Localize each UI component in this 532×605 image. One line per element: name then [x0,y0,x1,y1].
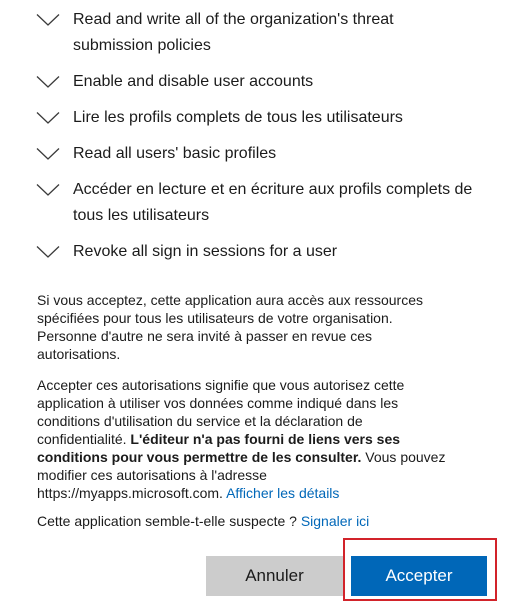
text-line: Accepter ces autorisations signifie que vous autorisez cette [37,377,405,393]
consent-terms-text [37,376,477,502]
text-line: Personne d'autre ne sera invité à passer en revue ces [37,328,372,344]
permission-item[interactable] [36,141,526,167]
permission-item[interactable] [36,7,526,59]
show-details-link[interactable]: Afficher les détails [226,485,340,501]
chevron-down-icon[interactable] [36,105,60,131]
text-line: Vous pouvez [361,449,446,465]
suspicious-app-text [37,512,477,530]
publisher-warning: L'éditeur n'a pas fourni de liens vers ses [130,431,401,447]
text-line: Si vous acceptez, cette application aura accès aux ressources [37,292,423,308]
consent-scope-text [37,291,477,363]
permission-item[interactable] [36,177,526,229]
permission-label-line: Accéder en lecture et en écriture aux profils complets de [73,181,473,198]
chevron-down-icon[interactable] [36,239,60,265]
text-line: application à utiliser vos données comme indiqué dans les [37,395,399,411]
text-line: autorisations. [37,346,121,362]
permission-item[interactable] [36,69,526,95]
chevron-down-icon[interactable] [36,7,60,33]
myapps-url-text: https://myapps.microsoft.com. [37,485,227,501]
permission-label[interactable]: Revoke all sign in sessions for a user [73,243,338,260]
permission-item[interactable] [36,239,526,265]
permission-label[interactable]: Enable and disable user accounts [73,73,314,90]
permission-label-line: submission policies [73,37,211,54]
permission-item[interactable] [36,105,526,131]
chevron-down-icon[interactable] [36,141,60,167]
report-link[interactable]: Signaler ici [300,513,370,529]
permission-list [36,7,526,275]
permission-label[interactable]: Read all users' basic profiles [73,145,277,162]
text-line: confidentialité. [37,431,131,447]
cancel-button[interactable]: Annuler [206,556,343,596]
accept-button[interactable]: Accepter [351,556,487,596]
permission-label[interactable] [73,177,472,229]
chevron-down-icon[interactable] [36,69,60,95]
permission-label[interactable] [73,7,394,59]
permission-label-line: Read and write all of the organization's threat [73,11,394,28]
permission-label[interactable]: Lire les profils complets de tous les utilisateurs [73,109,403,126]
text-line: modifier ces autorisations à l'adresse [37,467,267,483]
publisher-warning: conditions pour vous permettre de les consulter. [37,449,362,465]
permission-label-line: tous les utilisateurs [73,207,210,224]
text-line: Cette application semble-t-elle suspecte ? [37,513,301,529]
text-line: conditions d'utilisation du service et la déclaration de [37,413,363,429]
chevron-down-icon[interactable] [36,177,60,203]
text-line: spécifiées pour tous les utilisateurs de votre organisation. [37,310,393,326]
